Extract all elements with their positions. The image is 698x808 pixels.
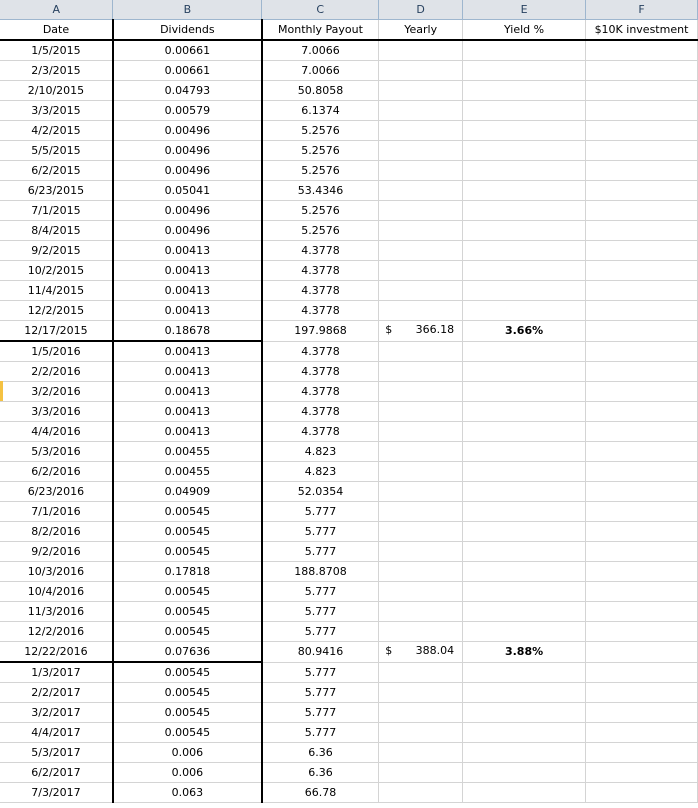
cell-monthly-payout[interactable]: 5.777	[262, 542, 379, 562]
table-row	[0, 402, 698, 422]
cell-date[interactable]: 2/3/2015	[0, 61, 113, 81]
cell-dividend[interactable]: 0.00413	[113, 402, 262, 422]
cell-monthly-payout[interactable]: 5.777	[262, 723, 379, 743]
cell-date[interactable]: 10/2/2015	[0, 261, 113, 281]
table-row	[0, 642, 698, 663]
cell-investment[interactable]	[585, 442, 697, 462]
cell-monthly-payout[interactable]: 4.3778	[262, 402, 379, 422]
cell-yearly[interactable]	[379, 40, 463, 61]
cell-yearly[interactable]	[379, 141, 463, 161]
cell-yearly[interactable]	[379, 321, 463, 342]
table-row	[0, 703, 698, 723]
cell-yearly[interactable]	[379, 462, 463, 482]
cell-monthly-payout[interactable]: 197.9868	[262, 321, 379, 342]
cell-investment[interactable]	[585, 61, 697, 81]
cell-investment[interactable]	[585, 502, 697, 522]
cell-yield[interactable]	[463, 683, 586, 703]
cell-dividend[interactable]: 0.00413	[113, 362, 262, 382]
cell-yearly[interactable]	[379, 301, 463, 321]
table-row	[0, 161, 698, 181]
table-row	[0, 301, 698, 321]
table-row	[0, 502, 698, 522]
cell-investment[interactable]	[585, 522, 697, 542]
table-row	[0, 422, 698, 442]
cell-date[interactable]: 6/2/2017	[0, 763, 113, 783]
cell-yield[interactable]	[463, 161, 586, 181]
cell-dividend[interactable]: 0.00545	[113, 542, 262, 562]
cell-investment[interactable]	[585, 382, 697, 402]
table-row	[0, 582, 698, 602]
cell-date[interactable]: 11/3/2016	[0, 602, 113, 622]
cell-date[interactable]: 6/23/2015	[0, 181, 113, 201]
cell-investment[interactable]	[585, 542, 697, 562]
cell-investment[interactable]	[585, 662, 697, 683]
cell-yearly[interactable]	[379, 181, 463, 201]
cell-yield[interactable]	[463, 542, 586, 562]
cell-yield[interactable]	[463, 141, 586, 161]
cell-yearly[interactable]	[379, 402, 463, 422]
cell-yield[interactable]	[463, 562, 586, 582]
cell-dividend[interactable]: 0.00455	[113, 442, 262, 462]
cell-yield[interactable]	[463, 181, 586, 201]
cell-date[interactable]: 10/3/2016	[0, 562, 113, 582]
currency-symbol: $	[385, 323, 393, 336]
table-row	[0, 341, 698, 362]
cell-date[interactable]: 6/2/2016	[0, 462, 113, 482]
cell-investment[interactable]	[585, 101, 697, 121]
cell-date[interactable]: 11/4/2015	[0, 281, 113, 301]
cell-date[interactable]: 1/3/2017	[0, 662, 113, 683]
cell-investment[interactable]	[585, 121, 697, 141]
cell-date[interactable]: 12/2/2016	[0, 622, 113, 642]
cell-monthly-payout[interactable]: 4.3778	[262, 422, 379, 442]
cell-date[interactable]: 1/5/2016	[0, 341, 113, 362]
cell-yield[interactable]	[463, 281, 586, 301]
cell-investment[interactable]	[585, 422, 697, 442]
cell-dividend[interactable]: 0.00545	[113, 502, 262, 522]
cell-date[interactable]: 4/4/2016	[0, 422, 113, 442]
cell-dividend[interactable]: 0.00579	[113, 101, 262, 121]
cell-date[interactable]: 9/2/2015	[0, 241, 113, 261]
cell-yield[interactable]	[463, 121, 586, 141]
cell-yield[interactable]	[463, 442, 586, 462]
cell-yield[interactable]	[463, 763, 586, 783]
table-row	[0, 482, 698, 502]
cell-dividend[interactable]: 0.04793	[113, 81, 262, 101]
cell-date[interactable]: 9/2/2016	[0, 542, 113, 562]
table-row	[0, 321, 698, 342]
cell-date[interactable]: 3/2/2016	[0, 382, 113, 402]
cell-yearly[interactable]	[379, 703, 463, 723]
cell-yearly[interactable]	[379, 241, 463, 261]
cell-monthly-payout[interactable]: 4.3778	[262, 382, 379, 402]
cell-date[interactable]: 6/23/2016	[0, 482, 113, 502]
cell-dividend[interactable]: 0.00496	[113, 141, 262, 161]
cell-date[interactable]: 5/5/2015	[0, 141, 113, 161]
table-row	[0, 562, 698, 582]
cell-dividend[interactable]: 0.00413	[113, 422, 262, 442]
cell-dividend[interactable]: 0.00496	[113, 221, 262, 241]
cell-yearly[interactable]	[379, 763, 463, 783]
table-row	[0, 141, 698, 161]
cell-yearly[interactable]	[379, 261, 463, 281]
table-row	[0, 602, 698, 622]
cell-dividend[interactable]: 0.00413	[113, 382, 262, 402]
cell-investment[interactable]	[585, 201, 697, 221]
cell-date[interactable]: 6/2/2015	[0, 161, 113, 181]
cell-dividend[interactable]: 0.00455	[113, 462, 262, 482]
cell-yearly[interactable]	[379, 502, 463, 522]
cell-investment[interactable]	[585, 462, 697, 482]
table-row	[0, 241, 698, 261]
cell-monthly-payout[interactable]: 5.777	[262, 522, 379, 542]
table-row	[0, 382, 698, 402]
cell-monthly-payout[interactable]: 5.777	[262, 582, 379, 602]
table-row	[0, 81, 698, 101]
cell-date[interactable]: 4/2/2015	[0, 121, 113, 141]
active-row-marker	[0, 381, 3, 401]
cell-monthly-payout[interactable]: 188.8708	[262, 562, 379, 582]
cell-date[interactable]: 7/3/2017	[0, 783, 113, 803]
cell-date[interactable]: 3/3/2016	[0, 402, 113, 422]
currency-symbol: $	[385, 644, 393, 657]
cell-monthly-payout[interactable]: 4.3778	[262, 341, 379, 362]
table-row	[0, 61, 698, 81]
yearly-total: 366.18	[415, 323, 455, 336]
cell-date[interactable]: 7/1/2016	[0, 502, 113, 522]
column-header-b[interactable]: B	[113, 0, 262, 20]
cell-yearly-label[interactable]: Yearly	[379, 20, 463, 41]
cell-monthly-payout[interactable]: 6.36	[262, 763, 379, 783]
table-row	[0, 40, 698, 61]
cell-monthly-payout[interactable]: 66.78	[262, 783, 379, 803]
column-header-f[interactable]: F	[585, 0, 697, 20]
cell-dividends-label[interactable]: Dividends	[113, 20, 262, 41]
cell-investment[interactable]	[585, 181, 697, 201]
cell-date-label[interactable]: Date	[0, 20, 113, 41]
table-row	[0, 201, 698, 221]
cell-monthly-payout[interactable]: 80.9416	[262, 642, 379, 663]
column-header-e[interactable]: E	[463, 0, 586, 20]
cell-yield[interactable]	[463, 582, 586, 602]
table-row	[0, 281, 698, 301]
table-row	[0, 542, 698, 562]
cell-investment[interactable]	[585, 301, 697, 321]
cell-investment-label[interactable]: $10K investment	[585, 20, 697, 41]
cell-date[interactable]: 5/3/2016	[0, 442, 113, 462]
cell-dividend[interactable]: 0.00496	[113, 201, 262, 221]
cell-date[interactable]: 12/22/2016	[0, 642, 113, 663]
cell-yield[interactable]: 3.66%	[463, 321, 586, 342]
column-header-c[interactable]: C	[262, 0, 379, 20]
cell-monthly-payout[interactable]: 5.777	[262, 662, 379, 683]
cell-yield[interactable]	[463, 783, 586, 803]
cell-date[interactable]: 12/17/2015	[0, 321, 113, 342]
cell-dividend[interactable]: 0.00545	[113, 723, 262, 743]
cell-dividend[interactable]: 0.07636	[113, 642, 262, 663]
cell-monthly-payout[interactable]: 5.2576	[262, 201, 379, 221]
cell-yearly[interactable]	[379, 422, 463, 442]
column-header-row	[0, 0, 698, 20]
cell-investment[interactable]	[585, 221, 697, 241]
cell-monthly-payout[interactable]: 5.777	[262, 602, 379, 622]
cell-yearly[interactable]	[379, 602, 463, 622]
table-row	[0, 522, 698, 542]
cell-yearly[interactable]	[379, 161, 463, 181]
table-row	[0, 723, 698, 743]
cell-yearly[interactable]	[379, 221, 463, 241]
cell-date[interactable]: 8/2/2016	[0, 522, 113, 542]
cell-investment[interactable]	[585, 40, 697, 61]
cell-yield[interactable]	[463, 341, 586, 362]
cell-yearly[interactable]	[379, 281, 463, 301]
cell-yearly[interactable]	[379, 101, 463, 121]
cell-date[interactable]: 2/2/2016	[0, 362, 113, 382]
cell-yield[interactable]	[463, 723, 586, 743]
table-row	[0, 763, 698, 783]
cell-yield[interactable]	[463, 602, 586, 622]
cell-yield[interactable]	[463, 61, 586, 81]
cell-yearly[interactable]	[379, 341, 463, 362]
cell-monthly-payout[interactable]: 4.3778	[262, 362, 379, 382]
table-row	[0, 462, 698, 482]
cell-yearly[interactable]	[379, 743, 463, 763]
cell-yield[interactable]	[463, 743, 586, 763]
cell-yearly[interactable]	[379, 783, 463, 803]
table-row	[0, 121, 698, 141]
cell-dividend[interactable]: 0.00545	[113, 602, 262, 622]
cell-date[interactable]: 10/4/2016	[0, 582, 113, 602]
cell-yield[interactable]	[463, 101, 586, 121]
table-row	[0, 442, 698, 462]
cell-investment[interactable]	[585, 141, 697, 161]
cell-yield[interactable]	[463, 482, 586, 502]
cell-investment[interactable]	[585, 161, 697, 181]
cell-yield[interactable]	[463, 362, 586, 382]
cell-yearly[interactable]	[379, 121, 463, 141]
cell-dividend[interactable]: 0.00661	[113, 40, 262, 61]
cell-date[interactable]: 5/3/2017	[0, 743, 113, 763]
cell-investment[interactable]	[585, 703, 697, 723]
cell-date[interactable]: 2/2/2017	[0, 683, 113, 703]
cell-investment[interactable]	[585, 783, 697, 803]
cell-yield[interactable]	[463, 703, 586, 723]
cell-dividend[interactable]: 0.17818	[113, 562, 262, 582]
cell-investment[interactable]	[585, 321, 697, 342]
cell-investment[interactable]	[585, 241, 697, 261]
cell-investment[interactable]	[585, 281, 697, 301]
yearly-total: 388.04	[415, 644, 455, 657]
cell-dividend[interactable]: 0.00545	[113, 582, 262, 602]
cell-yearly[interactable]	[379, 662, 463, 683]
cell-monthly-payout[interactable]: 5.2576	[262, 121, 379, 141]
column-header-a[interactable]: A	[0, 0, 113, 20]
cell-monthly-payout[interactable]: 4.3778	[262, 281, 379, 301]
cell-yield[interactable]	[463, 40, 586, 61]
cell-monthly-payout[interactable]: 7.0066	[262, 61, 379, 81]
cell-date[interactable]: 3/2/2017	[0, 703, 113, 723]
cell-yield[interactable]	[463, 422, 586, 442]
cell-dividend[interactable]: 0.00545	[113, 683, 262, 703]
cell-date[interactable]: 7/1/2015	[0, 201, 113, 221]
cell-yield[interactable]	[463, 662, 586, 683]
cell-monthly-payout[interactable]: 5.777	[262, 683, 379, 703]
cell-dividend[interactable]: 0.18678	[113, 321, 262, 342]
label-row	[0, 20, 698, 41]
cell-investment[interactable]	[585, 622, 697, 642]
cell-monthly-payout[interactable]: 4.3778	[262, 301, 379, 321]
cell-yield[interactable]	[463, 81, 586, 101]
cell-monthly-payout[interactable]: 50.8058	[262, 81, 379, 101]
cell-dividend[interactable]: 0.006	[113, 743, 262, 763]
cell-investment[interactable]	[585, 602, 697, 622]
cell-yearly[interactable]	[379, 81, 463, 101]
cell-yield[interactable]	[463, 201, 586, 221]
cell-date[interactable]: 1/5/2015	[0, 40, 113, 61]
cell-date[interactable]: 12/2/2015	[0, 301, 113, 321]
cell-yield[interactable]	[463, 221, 586, 241]
cell-investment[interactable]	[585, 341, 697, 362]
cell-yield[interactable]	[463, 622, 586, 642]
cell-yield-label[interactable]: Yield %	[463, 20, 586, 41]
table-row	[0, 783, 698, 803]
table-row	[0, 622, 698, 642]
cell-monthly-payout[interactable]: 5.777	[262, 622, 379, 642]
cell-investment[interactable]	[585, 723, 697, 743]
table-row	[0, 221, 698, 241]
cell-investment[interactable]	[585, 683, 697, 703]
cell-dividend[interactable]: 0.00496	[113, 161, 262, 181]
table-row	[0, 743, 698, 763]
cell-investment[interactable]	[585, 582, 697, 602]
cell-yearly[interactable]	[379, 382, 463, 402]
cell-yearly[interactable]	[379, 622, 463, 642]
cell-yearly[interactable]	[379, 61, 463, 81]
cell-monthly-payout[interactable]: 4.3778	[262, 241, 379, 261]
cell-yield[interactable]	[463, 402, 586, 422]
cell-dividend[interactable]: 0.00545	[113, 622, 262, 642]
cell-monthly-payout[interactable]: 5.2576	[262, 141, 379, 161]
cell-dividend[interactable]: 0.04909	[113, 482, 262, 502]
cell-investment[interactable]	[585, 482, 697, 502]
cell-yield[interactable]	[463, 241, 586, 261]
cell-monthly-payout[interactable]: 4.823	[262, 462, 379, 482]
cell-investment[interactable]	[585, 362, 697, 382]
cell-monthly-payout[interactable]: 5.777	[262, 703, 379, 723]
cell-yearly[interactable]	[379, 642, 463, 663]
cell-yearly[interactable]	[379, 442, 463, 462]
cell-dividend[interactable]: 0.00496	[113, 121, 262, 141]
cell-date[interactable]: 2/10/2015	[0, 81, 113, 101]
cell-yield[interactable]	[463, 462, 586, 482]
cell-monthly-payout[interactable]: 4.823	[262, 442, 379, 462]
cell-dividend[interactable]: 0.05041	[113, 181, 262, 201]
cell-dividend[interactable]: 0.00413	[113, 261, 262, 281]
cell-yearly[interactable]	[379, 723, 463, 743]
cell-investment[interactable]	[585, 81, 697, 101]
cell-investment[interactable]	[585, 763, 697, 783]
cell-investment[interactable]	[585, 562, 697, 582]
cell-monthly-payout-label[interactable]: Monthly Payout	[262, 20, 379, 41]
table-row	[0, 101, 698, 121]
cell-dividend[interactable]: 0.00545	[113, 522, 262, 542]
cell-dividend[interactable]: 0.00413	[113, 281, 262, 301]
cell-dividend[interactable]: 0.00413	[113, 341, 262, 362]
cell-yearly[interactable]	[379, 522, 463, 542]
cell-monthly-payout[interactable]: 7.0066	[262, 40, 379, 61]
cell-monthly-payout[interactable]: 53.4346	[262, 181, 379, 201]
cell-dividend[interactable]: 0.00545	[113, 662, 262, 683]
table-row	[0, 362, 698, 382]
cell-yield[interactable]	[463, 382, 586, 402]
cell-monthly-payout[interactable]: 5.2576	[262, 221, 379, 241]
cell-investment[interactable]	[585, 261, 697, 281]
cell-monthly-payout[interactable]: 6.36	[262, 743, 379, 763]
cell-yearly[interactable]	[379, 562, 463, 582]
table-row	[0, 261, 698, 281]
cell-dividend[interactable]: 0.00661	[113, 61, 262, 81]
cell-dividend[interactable]: 0.00413	[113, 301, 262, 321]
cell-yield[interactable]	[463, 522, 586, 542]
cell-monthly-payout[interactable]: 5.2576	[262, 161, 379, 181]
cell-yearly[interactable]	[379, 683, 463, 703]
cell-monthly-payout[interactable]: 4.3778	[262, 261, 379, 281]
cell-yearly[interactable]	[379, 482, 463, 502]
cell-monthly-payout[interactable]: 52.0354	[262, 482, 379, 502]
cell-yield[interactable]: 3.88%	[463, 642, 586, 663]
cell-investment[interactable]	[585, 402, 697, 422]
cell-date[interactable]: 8/4/2015	[0, 221, 113, 241]
table-row	[0, 181, 698, 201]
cell-investment[interactable]	[585, 743, 697, 763]
cell-yield[interactable]	[463, 261, 586, 281]
table-row	[0, 662, 698, 683]
cell-yearly[interactable]	[379, 201, 463, 221]
cell-dividend[interactable]: 0.063	[113, 783, 262, 803]
cell-dividend[interactable]: 0.00545	[113, 703, 262, 723]
cell-monthly-payout[interactable]: 6.1374	[262, 101, 379, 121]
cell-investment[interactable]	[585, 642, 697, 663]
cell-monthly-payout[interactable]: 5.777	[262, 502, 379, 522]
cell-date[interactable]: 3/3/2015	[0, 101, 113, 121]
column-header-d[interactable]: D	[379, 0, 463, 20]
cell-yearly[interactable]	[379, 582, 463, 602]
cell-dividend[interactable]: 0.006	[113, 763, 262, 783]
cell-yearly[interactable]	[379, 362, 463, 382]
cell-date[interactable]: 4/4/2017	[0, 723, 113, 743]
cell-dividend[interactable]: 0.00413	[113, 241, 262, 261]
cell-yield[interactable]	[463, 502, 586, 522]
table-row	[0, 683, 698, 703]
cell-yield[interactable]	[463, 301, 586, 321]
cell-yearly[interactable]	[379, 542, 463, 562]
